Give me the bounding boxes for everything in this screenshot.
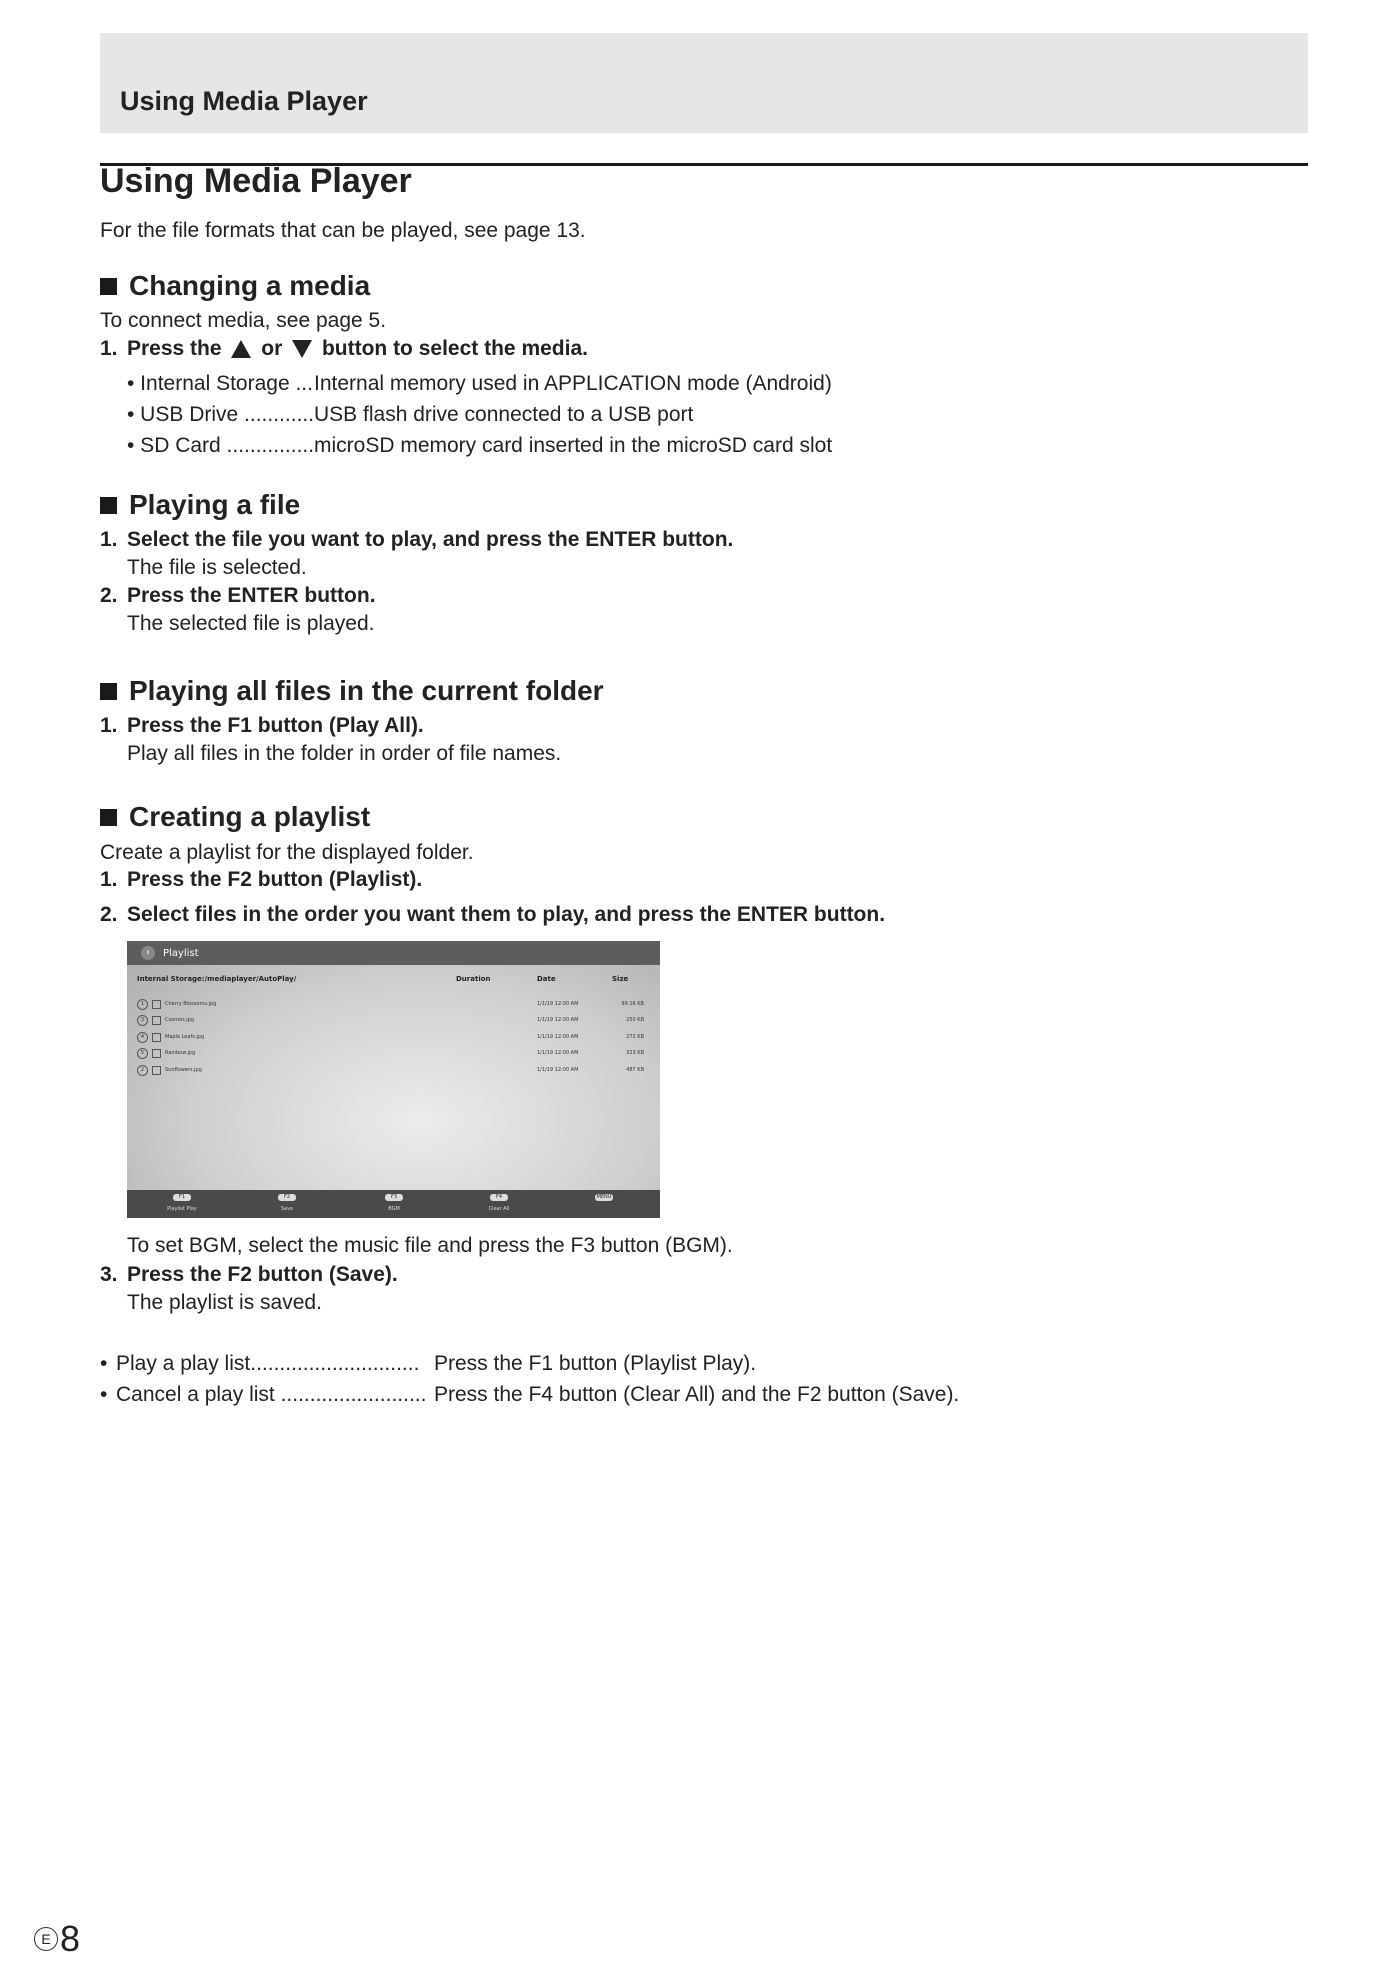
checkbox-icon xyxy=(152,1066,161,1075)
order-number: 1 xyxy=(137,999,148,1010)
back-arrow-icon: ‹ xyxy=(141,946,155,960)
file-date: 1/1/19 12:00 AM xyxy=(537,1067,579,1073)
order-number: 5 xyxy=(137,1048,148,1059)
key-cap: F4 xyxy=(490,1194,508,1201)
key-cap: MENU xyxy=(596,1194,612,1200)
playlist-screenshot xyxy=(127,941,660,1218)
step-text: Press the ENTER button. xyxy=(127,584,376,607)
down-arrow-icon xyxy=(292,340,312,358)
section-heading-playing-file xyxy=(100,489,300,521)
f2-key xyxy=(257,1194,317,1212)
function-key-bar xyxy=(127,1190,660,1218)
step-number: 2. xyxy=(100,903,118,926)
key-cap: F1 xyxy=(173,1194,191,1201)
playlist-step-1 xyxy=(100,868,422,892)
changing-step-1 xyxy=(100,337,588,361)
key-cap: F2 xyxy=(278,1194,296,1201)
file-row xyxy=(137,1063,652,1077)
step-text: Select the file you want to play, and press the ENTER button. xyxy=(127,528,734,551)
operation-desc: Press the F4 button (Clear All) and the F2 button (Save). xyxy=(434,1383,960,1406)
key-label: Playlist Play xyxy=(167,1206,197,1212)
intro-text: For the file formats that can be played, see page 13. xyxy=(100,219,586,242)
operation-term: Cancel a play list ......................... xyxy=(116,1383,427,1406)
file-size: 487 KB xyxy=(626,1067,644,1073)
screenshot-column-header xyxy=(127,971,660,989)
step-text: Press the F2 button (Playlist). xyxy=(127,868,423,891)
file-size: 99.16 KB xyxy=(621,1001,644,1007)
operation-item xyxy=(100,1383,959,1414)
file-date: 1/1/19 12:00 AM xyxy=(537,1050,579,1056)
key-cap: F3 xyxy=(385,1194,403,1201)
file-name: Cosmos.jpg xyxy=(165,1017,195,1023)
bullet: • xyxy=(100,1383,108,1406)
file-name: Cherry Blossoms.jpg xyxy=(165,1001,217,1007)
media-desc: USB flash drive connected to a USB port xyxy=(314,403,694,426)
order-number: 2 xyxy=(137,1065,148,1076)
playlist-step-2 xyxy=(100,903,885,927)
media-desc: Internal memory used in APPLICATION mode (Android) xyxy=(314,372,832,395)
section-heading-changing-media xyxy=(100,270,370,302)
operation-item xyxy=(100,1352,959,1383)
step-note: The playlist is saved. xyxy=(127,1291,322,1314)
file-size: 323 KB xyxy=(626,1050,644,1056)
file-name: Rainbow.jpg xyxy=(165,1050,196,1056)
bgm-note: To set BGM, select the music file and press the F3 button (BGM). xyxy=(127,1234,733,1257)
f1-key xyxy=(152,1194,212,1212)
step-number: 1. xyxy=(100,528,118,551)
operation-desc: Press the F1 button (Playlist Play). xyxy=(434,1352,757,1375)
step-number: 1. xyxy=(100,337,118,360)
section-heading-text: Playing all files in the current folder xyxy=(129,675,604,706)
order-number: 4 xyxy=(137,1032,148,1043)
column-date: Date xyxy=(537,975,556,983)
file-row xyxy=(137,1030,652,1044)
up-arrow-icon xyxy=(231,340,251,358)
file-name: Maple Leafs.jpg xyxy=(165,1034,205,1040)
step-number: 3. xyxy=(100,1263,118,1286)
file-row xyxy=(137,1013,652,1027)
media-item xyxy=(127,372,832,403)
file-size: 272 KB xyxy=(626,1034,644,1040)
checkbox-icon xyxy=(152,1016,161,1025)
file-date: 1/1/19 12:00 AM xyxy=(537,1017,579,1023)
playing-step-1 xyxy=(100,528,733,552)
page-number xyxy=(34,1918,80,1960)
step-note: The selected file is played. xyxy=(127,612,375,635)
running-header: Using Media Player xyxy=(120,86,368,116)
section-heading-text: Creating a playlist xyxy=(129,801,371,832)
file-row xyxy=(137,1046,652,1060)
key-label: BGM xyxy=(388,1206,400,1212)
f3-key xyxy=(364,1194,424,1212)
section-heading-text: Playing a file xyxy=(129,489,301,520)
file-row xyxy=(137,997,652,1011)
media-list xyxy=(127,372,832,465)
key-label: Save xyxy=(280,1206,294,1212)
step-text-pre: Press the xyxy=(127,337,222,360)
step-number: 1. xyxy=(100,868,118,891)
playing-step-2 xyxy=(100,584,376,608)
f4-key xyxy=(469,1194,529,1212)
column-size: Size xyxy=(612,975,629,983)
checkbox-icon xyxy=(152,1033,161,1042)
step-text: Select files in the order you want them to play, and press the ENTER button. xyxy=(127,903,886,926)
playlist-intro: Create a playlist for the displayed folder. xyxy=(100,841,474,864)
file-date: 1/1/19 12:00 AM xyxy=(537,1034,579,1040)
step-text-post: button to select the media. xyxy=(321,337,588,360)
section-heading-playlist xyxy=(100,801,370,833)
file-date: 1/1/19 12:00 AM xyxy=(537,1001,579,1007)
file-size: 250 KB xyxy=(626,1017,644,1023)
media-item xyxy=(127,434,832,465)
changing-intro: To connect media, see page 5. xyxy=(100,309,387,332)
section-heading-play-all xyxy=(100,675,604,707)
square-bullet-icon xyxy=(100,809,117,826)
square-bullet-icon xyxy=(100,278,117,295)
playlist-operations xyxy=(100,1352,959,1414)
page-title: Using Media Player xyxy=(100,162,412,200)
step-text-mid: or xyxy=(261,337,283,360)
order-number: 3 xyxy=(137,1015,148,1026)
step-note: Play all files in the folder in order of file names. xyxy=(127,742,562,765)
square-bullet-icon xyxy=(100,497,117,514)
screenshot-title: Playlist xyxy=(163,947,199,959)
bullet: • xyxy=(100,1352,108,1375)
media-term: • USB Drive ............ xyxy=(127,403,314,426)
screenshot-titlebar xyxy=(127,941,660,965)
media-item xyxy=(127,403,832,434)
folder-path: Internal Storage:/mediaplayer/AutoPlay/ xyxy=(137,975,297,983)
header-band xyxy=(100,33,1308,133)
step-note: The file is selected. xyxy=(127,556,307,579)
language-badge: E xyxy=(34,1927,58,1951)
step-number: 2. xyxy=(100,584,118,607)
operation-term: Play a play list............................. xyxy=(116,1352,420,1375)
media-term: • Internal Storage ... xyxy=(127,372,313,395)
key-label: Clear All xyxy=(488,1206,510,1212)
section-heading-text: Changing a media xyxy=(129,270,371,301)
column-duration: Duration xyxy=(456,975,491,983)
media-desc: microSD memory card inserted in the microSD card slot xyxy=(314,434,833,457)
step-number: 1. xyxy=(100,714,118,737)
playall-step-1 xyxy=(100,714,424,738)
step-text: Press the F2 button (Save). xyxy=(127,1263,398,1286)
menu-key xyxy=(574,1194,634,1206)
checkbox-icon xyxy=(152,1049,161,1058)
square-bullet-icon xyxy=(100,683,117,700)
media-term: • SD Card ............... xyxy=(127,434,314,457)
step-text: Press the F1 button (Play All). xyxy=(127,714,424,737)
step-text xyxy=(127,337,588,361)
file-name: Sunflowers.jpg xyxy=(165,1067,202,1073)
checkbox-icon xyxy=(152,1000,161,1009)
playlist-step-3 xyxy=(100,1263,398,1287)
page-number-value: 8 xyxy=(60,1918,81,1959)
